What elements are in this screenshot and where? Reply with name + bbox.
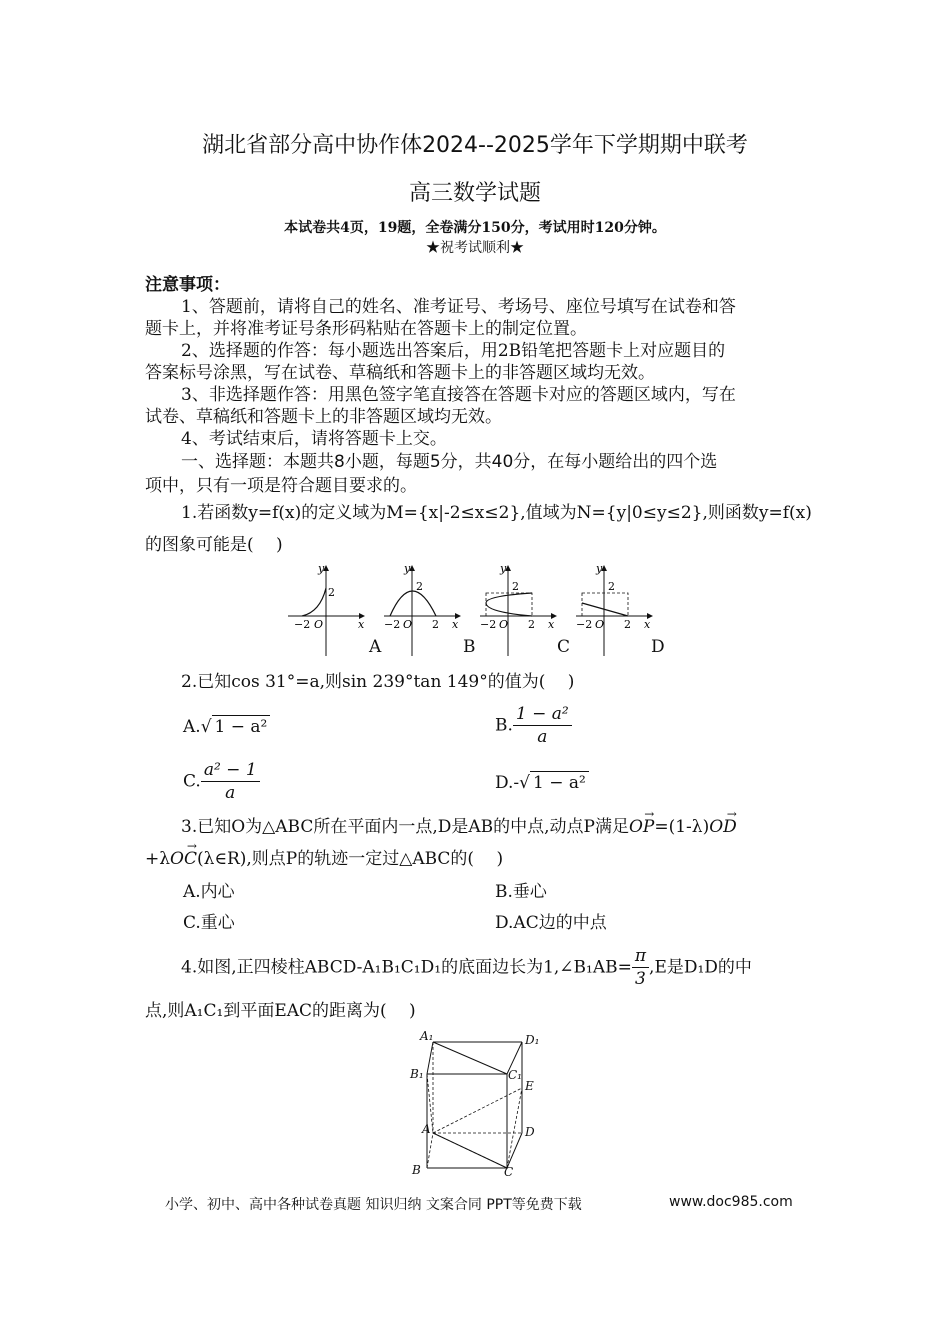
- svg-text:−2: −2: [480, 618, 497, 631]
- section-heading: 一、选择题：本题共8小题，每题5分，共40分，在每小题给出的四个选: [181, 452, 718, 472]
- svg-text:2: 2: [328, 586, 335, 599]
- svg-text:y: y: [596, 562, 603, 575]
- graph-a: [288, 562, 365, 656]
- question-3-option-a: A.内心: [183, 882, 235, 902]
- stem-text: (λ∈R),则点P的轨迹一定过△ABC的( ): [196, 849, 504, 869]
- option-letter: B.: [495, 715, 513, 736]
- page-title: 湖北省部分高中协作体2024--2025学年下学期期中联考: [202, 133, 748, 158]
- notice-line: 2、选择题的作答：每小题选出答案后，用2B铅笔把答题卡上对应题目的: [181, 341, 726, 361]
- svg-text:x: x: [548, 618, 555, 631]
- label-c: C: [504, 1165, 514, 1178]
- question-2-stem: 2.已知cos 31°=a,则sin 239°tan 149°的值为( ): [181, 672, 575, 692]
- fraction-numerator: π: [632, 945, 649, 968]
- graph-label-a: A: [369, 637, 382, 657]
- question-4-stem-cont: 点,则A₁C₁到平面EAC的距离为( ): [145, 1001, 416, 1021]
- stem-text: ,E是D₁D的中: [649, 957, 752, 978]
- label-c1: C₁: [508, 1068, 522, 1082]
- notice-line: 题卡上，并将准考证号条形码粘贴在答题卡上的制定位置。: [145, 319, 587, 339]
- svg-text:O: O: [595, 618, 605, 631]
- notice-line: 4、考试结束后，请将答题卡上交。: [181, 429, 447, 449]
- option-letter: D.-: [495, 773, 520, 793]
- question-2-option-b: [495, 703, 572, 748]
- question-1-stem: 1.若函数y=f(x)的定义域为M={x|-2≤x≤2},值域为N={y|0≤y≤2},则函数y=f(x): [181, 503, 812, 523]
- fraction-denominator: 3: [635, 969, 646, 989]
- question-3-option-c: C.重心: [183, 913, 235, 933]
- svg-text:x: x: [358, 618, 365, 631]
- radical-expr: 1 − a²: [212, 715, 271, 738]
- label-a: A: [422, 1122, 431, 1136]
- stem-text: 4.如图,正四棱柱ABCD-A₁B₁C₁D₁的底面边长为1,∠B₁AB=: [181, 957, 632, 978]
- graph-c: [480, 562, 556, 656]
- label-b1: B₁: [410, 1067, 424, 1081]
- svg-text:2: 2: [432, 618, 439, 631]
- label-d: D: [525, 1125, 535, 1139]
- notice-line: 试卷、草稿纸和答题卡上的非答题区域均无效。: [145, 407, 502, 427]
- svg-text:x: x: [452, 618, 459, 631]
- svg-text:x: x: [644, 618, 651, 631]
- stem-text: +λ: [145, 849, 171, 869]
- svg-text:−2: −2: [576, 618, 593, 631]
- svg-text:2: 2: [624, 618, 631, 631]
- svg-text:2: 2: [528, 618, 535, 631]
- label-e: E: [525, 1079, 534, 1093]
- notice-heading: 注意事项：: [145, 275, 230, 295]
- graph-label-d: D: [651, 637, 665, 657]
- question-3-stem-cont: [145, 848, 503, 870]
- fraction-denominator: a: [225, 783, 236, 803]
- graph-label-c: C: [557, 637, 571, 657]
- question-2-option-d: D.-√ 1 − a²: [495, 771, 589, 794]
- svg-text:O: O: [499, 618, 509, 631]
- svg-text:2: 2: [416, 580, 423, 593]
- graph-d: [576, 562, 652, 656]
- fraction-numerator: a² − 1: [201, 759, 260, 782]
- page-subtitle: 高三数学试题: [408, 181, 541, 206]
- svg-text:2: 2: [608, 580, 615, 593]
- question-2-option-a: A.√ 1 − a²: [183, 715, 270, 738]
- question-3-option-d: D.AC边的中点: [495, 913, 607, 933]
- stem-text: =(1-λ): [654, 817, 710, 837]
- radical-expr: 1 − a²: [530, 771, 589, 794]
- fraction-numerator: 1 − a²: [513, 703, 572, 726]
- good-luck-text: ★祝考试顺利★: [426, 240, 524, 256]
- svg-text:O: O: [314, 618, 324, 631]
- notice-line: 1、答题前，请将自己的姓名、准考证号、考场号、座位号填写在试卷和答: [181, 297, 736, 317]
- label-b: B: [412, 1163, 421, 1177]
- question-3-stem: [181, 816, 737, 838]
- graph-b: [384, 562, 460, 656]
- question-4-stem: [181, 945, 752, 990]
- prism-figure: [400, 1028, 550, 1178]
- svg-text:−2: −2: [294, 618, 311, 631]
- vector-op: → OP: [629, 816, 654, 838]
- svg-text:O: O: [403, 618, 413, 631]
- label-a1: A₁: [420, 1029, 434, 1043]
- stem-text: 3.已知O为△ABC所在平面内一点,D是AB的中点,动点P满足: [181, 817, 629, 837]
- svg-text:2: 2: [512, 580, 519, 593]
- notice-line: 3、非选择题作答：用黑色签字笔直接答在答题卡对应的答题区域内，写在: [181, 385, 736, 405]
- footer-url[interactable]: www.doc985.com: [669, 1194, 793, 1210]
- notice-line: 答案标号涂黑，写在试卷、草稿纸和答题卡上的非答题区域均无效。: [145, 363, 655, 383]
- question-2-option-c: [183, 759, 260, 804]
- exam-info: 本试卷共4页，19题，全卷满分150分，考试用时120分钟。: [284, 220, 666, 236]
- option-letter: C.: [183, 771, 201, 792]
- vector-oc: → OC: [170, 848, 197, 870]
- graph-label-b: B: [463, 637, 476, 657]
- vector-od: → OD: [709, 816, 737, 838]
- question-3-option-b: B.垂心: [495, 882, 547, 902]
- svg-text:−2: −2: [384, 618, 401, 631]
- label-d1: D₁: [525, 1033, 540, 1047]
- section-heading-cont: 项中，只有一项是符合题目要求的。: [145, 476, 417, 496]
- svg-text:y: y: [318, 562, 325, 575]
- svg-text:y: y: [404, 562, 411, 575]
- question-1-stem-cont: 的图象可能是( ): [145, 535, 283, 555]
- footer-text: 小学、初中、高中各种试卷真题 知识归纳 文案合同 PPT等免费下载: [165, 1197, 582, 1213]
- option-letter: A.: [183, 717, 201, 737]
- svg-text:y: y: [500, 562, 507, 575]
- fraction-denominator: a: [537, 727, 548, 747]
